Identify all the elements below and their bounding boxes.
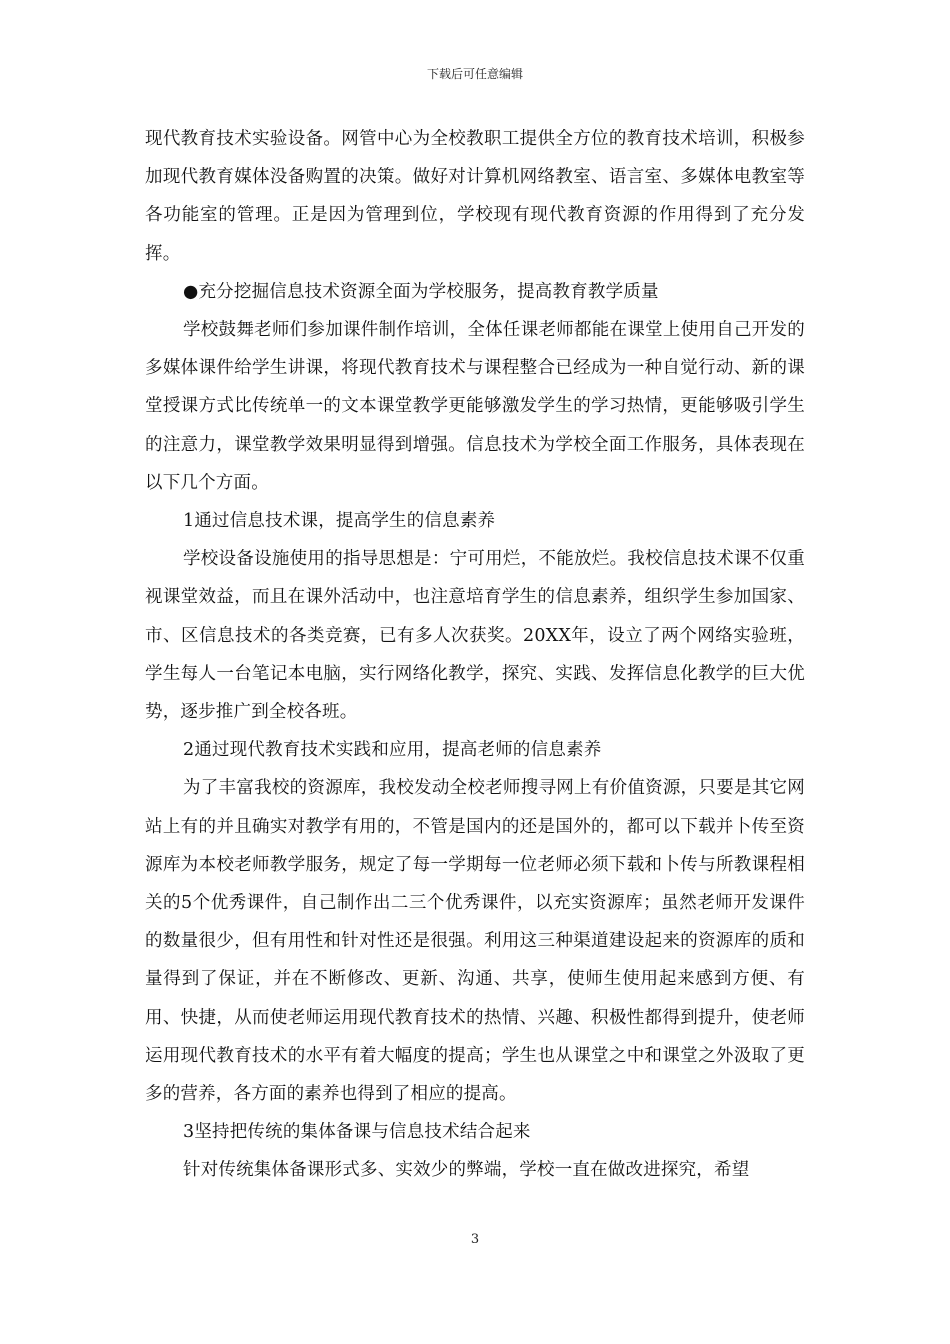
paragraph-continuation: 现代教育技术实验设备。网管中心为全校教职工提供全方位的教育技术培训，积极参加现代教育媒体没备购置的决策。做好对计算机网络教室、语言室、多媒体电教室等各功能室的管理。正是因为管理到位，学校现有现代教育资源的作用得到了充分发挥。 bbox=[145, 129, 805, 264]
paragraph-resource-library: 为了丰富我校的资源库，我校发动全校老师搜寻网上有价值资源，只要是其它网站上有的并且确实对教学有用的，不管是国内的还是国外的，都可以下载并卜传至资源库为本校老师教学服务，规定了每一学期每一位老师必须下载和卜传与所教课程相关的5个优秀课件，自己制作出二三个优秀课件，以充实资源库；虽然老师开发课件的数量很少，但有用性和针对性还是很强。利用这三种渠道建设起来的资源库的质和量得到了保证，并在不断修改、更新、沟通、共享，使师生使用起来感到方便、有用、快捷，从而使老师运用现代教育技术的热情、兴趣、积极性都得到提升，使老师运用现代教育技术的水平有着大幅度的提高；学生也从课堂之中和课堂之外汲取了更多的营养，各方面的素养也得到了相应的提高。 bbox=[145, 778, 805, 1105]
page-header: 下载后可任意编辑 bbox=[426, 67, 523, 81]
section-heading-3: 3坚持把传统的集体备课与信息技术结合起来 bbox=[183, 1122, 531, 1143]
paragraph-student-literacy: 学校设备设施使用的指导思想是：宁可用烂，不能放烂。我校信息技术课不仅重视课堂效益，而且在课外活动中，也注意培育学生的信息素养，组织学生参加国家、市、区信息技术的各类竞赛，已有多人次获奖。20XX年，设立了两个网络实验班，学生每人一台笔记本电脑，实行网络化教学，探究、实践、发挥信息化教学的巨大优势，逐步推广到全校各班。 bbox=[145, 549, 805, 723]
section-heading-2: 2通过现代教育技术实践和应用，提高老师的信息素养 bbox=[183, 740, 602, 761]
section-heading-1: 1通过信息技术课，提高学生的信息素养 bbox=[183, 511, 496, 532]
paragraph-courseware: 学校鼓舞老师们参加课件制作培训，全体任课老师都能在课堂上使用自己开发的多媒体课件给学生讲课，将现代教育技术与课程整合已经成为一种自觉行动、新的课堂授课方式比传统单一的文本课堂教学更能够激发学生的学习热情，更能够吸引学生的注意力，课堂教学效果明显得到增强。信息技术为学校全面工作服务，具体表现在以下几个方面。 bbox=[145, 320, 805, 493]
paragraph-collective-lesson: 针对传统集体备课形式多、实效少的弊端，学校一直在做改进探究，希望 bbox=[183, 1160, 750, 1181]
section-heading-bullet: ●充分挖掘信息技术资源全面为学校服务，提高教育教学质量 bbox=[183, 281, 659, 302]
document-body bbox=[145, 120, 805, 1190]
page-number: 3 bbox=[470, 1232, 480, 1247]
